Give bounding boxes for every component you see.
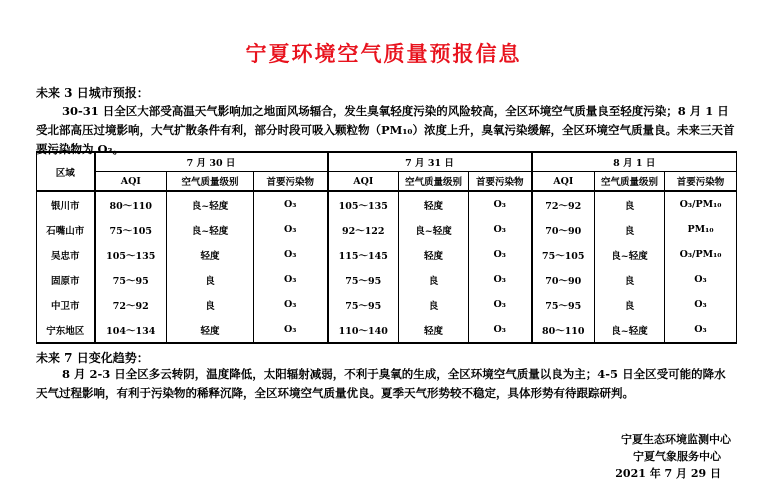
level-header: 空气质量级别: [399, 172, 469, 192]
city-cell: 中卫市: [37, 292, 95, 317]
level-cell: 良~轻度: [167, 191, 254, 217]
seven-day-heading: 未来 7 日变化趋势：: [36, 351, 149, 365]
aqi-cell: 75～95: [328, 292, 399, 317]
pollutant-cell: O₃: [665, 292, 737, 317]
pollutant-cell: PM₁₀: [665, 217, 737, 242]
signature-org2: 宁夏气象服务中心: [633, 450, 721, 463]
table-row: [37, 317, 737, 343]
forecast-table: [36, 151, 737, 344]
aqi-cell: 70～90: [532, 267, 595, 292]
aqi-cell: 72～92: [95, 292, 167, 317]
level-cell: 良: [167, 267, 254, 292]
city-cell: 银川市: [37, 191, 95, 217]
city-cell: 吴忠市: [37, 242, 95, 267]
aqi-cell: 75～105: [95, 217, 167, 242]
city-cell: 固原市: [37, 267, 95, 292]
level-cell: 良~轻度: [399, 217, 469, 242]
aqi-cell: 92～122: [328, 217, 399, 242]
level-cell: 良: [595, 217, 665, 242]
pollutant-cell: O₃: [254, 191, 328, 217]
three-day-text: 30-31 日全区大部受高温天气影响加之地面风场辐合，发生臭氧轻度污染的风险较高，全区环境空气质量良至轻度污染；8 月 1 日受北部高压过境影响，大气扩散条件有利，部分时段可吸入颗粒物（PM₁₀）浓度上升，臭氧污染缓解，全区环境空气质量良。未来三天首要污染物为 O₃。: [36, 104, 735, 156]
level-cell: 轻度: [167, 242, 254, 267]
aqi-header: AQI: [328, 172, 399, 192]
aqi-cell: 105～135: [95, 242, 167, 267]
level-cell: 良: [595, 292, 665, 317]
level-cell: 良: [595, 267, 665, 292]
pollutant-cell: O₃: [254, 292, 328, 317]
aqi-cell: 75～95: [532, 292, 595, 317]
aqi-cell: 75～105: [532, 242, 595, 267]
level-cell: 轻度: [399, 242, 469, 267]
pollutant-cell: O₃/PM₁₀: [665, 191, 737, 217]
aqi-cell: 80～110: [532, 317, 595, 343]
aqi-cell: 75～95: [328, 267, 399, 292]
pollutant-cell: O₃: [469, 317, 532, 343]
aqi-cell: 115～145: [328, 242, 399, 267]
pollutant-header: 首要污染物: [254, 172, 328, 192]
level-cell: 良~轻度: [595, 242, 665, 267]
three-day-heading: 未来 3 日城市预报：: [36, 86, 149, 100]
table-row: [37, 242, 737, 267]
level-cell: 良: [399, 267, 469, 292]
signature-org1: 宁夏生态环境监测中心: [621, 433, 731, 446]
aqi-header: AQI: [95, 172, 167, 192]
level-cell: 良~轻度: [167, 217, 254, 242]
city-cell: 石嘴山市: [37, 217, 95, 242]
aqi-cell: 72～92: [532, 191, 595, 217]
day-header: 7 月 31 日: [328, 152, 532, 172]
aqi-cell: 80～110: [95, 191, 167, 217]
seven-day-paragraph: [36, 365, 736, 403]
level-cell: 轻度: [399, 317, 469, 343]
level-cell: 轻度: [399, 191, 469, 217]
level-cell: 良: [167, 292, 254, 317]
pollutant-cell: O₃: [469, 292, 532, 317]
day-header: 8 月 1 日: [532, 152, 737, 172]
level-header: 空气质量级别: [167, 172, 254, 192]
pollutant-cell: O₃: [254, 242, 328, 267]
pollutant-cell: O₃: [254, 217, 328, 242]
level-cell: 良~轻度: [595, 317, 665, 343]
level-cell: 良: [399, 292, 469, 317]
aqi-cell: 110～140: [328, 317, 399, 343]
aqi-cell: 75～95: [95, 267, 167, 292]
pollutant-header: 首要污染物: [665, 172, 737, 192]
pollutant-cell: O₃: [469, 242, 532, 267]
city-cell: 宁东地区: [37, 317, 95, 343]
seven-day-text: 8 月 2-3 日全区多云转阴，温度降低，太阳辐射减弱，不利于臭氧的生成，全区环境空气质量以良为主；4-5 日全区受可能的降水天气过程影响，有利于污染物的稀释沉降，全区环境空气质量优良。夏季天气形势较不稳定，具体形势有待跟踪研判。: [36, 367, 726, 400]
level-cell: 良: [595, 191, 665, 217]
signature-date: 2021 年 7 月 29 日: [615, 467, 721, 480]
aqi-header: AQI: [532, 172, 595, 192]
table-row: [37, 191, 737, 217]
region-header: 区域: [37, 152, 95, 191]
pollutant-cell: O₃: [469, 217, 532, 242]
pollutant-cell: O₃/PM₁₀: [665, 242, 737, 267]
aqi-cell: 70～90: [532, 217, 595, 242]
pollutant-cell: O₃: [254, 267, 328, 292]
level-cell: 轻度: [167, 317, 254, 343]
aqi-cell: 104～134: [95, 317, 167, 343]
pollutant-cell: O₃: [665, 267, 737, 292]
pollutant-cell: O₃: [469, 267, 532, 292]
pollutant-cell: O₃: [665, 317, 737, 343]
pollutant-cell: O₃: [469, 191, 532, 217]
aqi-cell: 105～135: [328, 191, 399, 217]
table-row: [37, 217, 737, 242]
page-title: 宁夏环境空气质量预报信息: [245, 41, 522, 66]
table-row: [37, 267, 737, 292]
pollutant-cell: O₃: [254, 317, 328, 343]
level-header: 空气质量级别: [595, 172, 665, 192]
pollutant-header: 首要污染物: [469, 172, 532, 192]
table-row: [37, 292, 737, 317]
day-header: 7 月 30 日: [95, 152, 328, 172]
